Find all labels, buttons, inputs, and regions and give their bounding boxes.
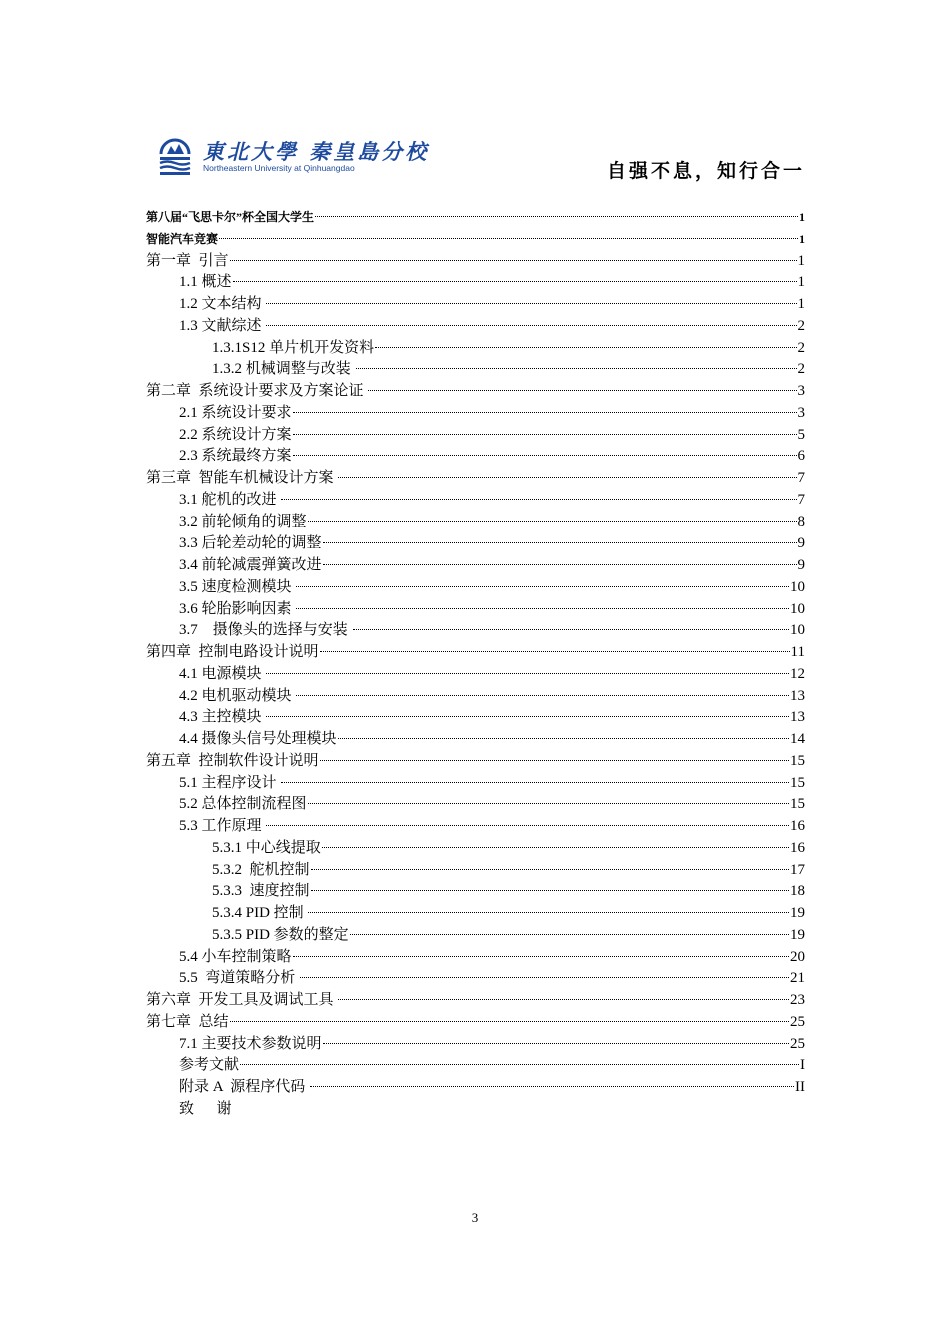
toc-entry[interactable] (146, 664, 805, 686)
toc-entry-page: 18 (790, 883, 805, 900)
toc-leader-dots (323, 564, 797, 565)
toc-entry-title: 2.3 系统最终方案 (179, 448, 292, 465)
toc-entry-title: 5.3.2 舵机控制 (212, 861, 310, 878)
toc-entry[interactable] (146, 773, 805, 795)
toc-entry-page: 7 (797, 491, 805, 508)
toc-entry-title: 1.3.1S12 单片机开发资料 (212, 339, 375, 356)
toc-entry[interactable] (146, 947, 805, 969)
toc-entry-page: 2 (797, 317, 805, 334)
toc-leader-dots (375, 347, 796, 348)
toc-leader-dots (320, 760, 789, 761)
toc-entry-title: 3.2 前轮倾角的调整 (179, 513, 307, 530)
toc-entry[interactable] (146, 359, 805, 381)
toc-entry-page: 16 (790, 839, 805, 856)
toc-entry-title: 第一章 引言 (146, 252, 229, 269)
toc-entry-page: 11 (790, 644, 805, 660)
toc-leader-dots (266, 825, 789, 826)
toc-entry[interactable] (146, 903, 805, 925)
toc-leader-dots (338, 738, 789, 739)
toc-entry-title: 第四章 控制电路设计说明 (146, 644, 319, 660)
toc-entry[interactable] (146, 316, 805, 338)
toc-entry-title: 4.4 摄像头信号处理模块 (179, 731, 337, 747)
toc-entry-title: 智能汽车竞赛 (146, 231, 219, 246)
toc-entry-page: 10 (790, 600, 805, 617)
toc-leader-dots (281, 782, 789, 783)
toc-leader-dots (310, 1086, 794, 1087)
toc-leader-dots (338, 999, 789, 1000)
university-motto: 自强不息，知行合一 (606, 160, 805, 182)
toc-entry-page: 9 (797, 535, 805, 552)
toc-leader-dots (300, 977, 789, 978)
toc-leader-dots (296, 608, 789, 609)
toc-entry-page: 1 (797, 274, 805, 291)
toc-leader-dots (322, 847, 789, 848)
toc-entry[interactable] (146, 925, 805, 947)
toc-entry-page: 23 (790, 992, 805, 1008)
toc-entry[interactable] (146, 1012, 805, 1034)
toc-entry[interactable] (146, 751, 805, 773)
toc-entry-title: 3.5 速度检测模块 (179, 578, 296, 595)
toc-entry[interactable] (146, 555, 805, 577)
toc-leader-dots (219, 238, 798, 239)
toc-entry-title: 1.3 文献综述 (179, 317, 266, 334)
toc-entry-page: 15 (790, 752, 805, 769)
toc-entry[interactable] (146, 577, 805, 599)
toc-entry[interactable] (146, 446, 805, 468)
toc-entry-page: 20 (790, 948, 805, 965)
toc-entry-title: 第五章 控制软件设计说明 (146, 752, 319, 769)
toc-entry[interactable] (146, 794, 805, 816)
toc-entry-page: I (800, 1057, 805, 1074)
toc-entry[interactable] (146, 599, 805, 621)
toc-leader-dots (293, 455, 797, 456)
toc-entry[interactable] (146, 229, 805, 251)
toc-entry-title: 3.7 摄像头的选择与安装 (179, 622, 352, 639)
toc-entry-page: 13 (790, 687, 805, 704)
toc-entry[interactable] (146, 512, 805, 534)
toc-entry[interactable] (146, 838, 805, 860)
toc-entry-page: 14 (790, 731, 805, 747)
toc-leader-dots (311, 869, 789, 870)
toc-entry-page: 12 (790, 665, 805, 682)
toc-entry[interactable] (146, 207, 805, 229)
page-header (155, 130, 805, 190)
toc-leader-dots (353, 629, 789, 630)
toc-entry-title: 第八届“飞思卡尔”杯全国大学生 (146, 210, 315, 224)
toc-entry[interactable] (146, 990, 805, 1012)
toc-leader-dots (308, 803, 789, 804)
toc-entry[interactable] (146, 490, 805, 512)
toc-entry-title: 3.3 后轮差动轮的调整 (179, 535, 322, 552)
toc-leader-dots (311, 890, 789, 891)
toc-leader-dots (266, 673, 789, 674)
toc-entry-title: 3.4 前轮减震弹簧改进 (179, 557, 322, 573)
toc-entry-title: 参考文献 (179, 1057, 240, 1074)
toc-entry-title: 第七章 总结 (146, 1013, 229, 1030)
toc-leader-dots (368, 390, 796, 391)
toc-entry-page: 17 (790, 861, 805, 878)
toc-leader-dots (293, 434, 797, 435)
toc-entry-page: 25 (790, 1013, 805, 1030)
toc-entry-page: 10 (790, 578, 805, 595)
toc-entry-title: 5.3.3 速度控制 (212, 883, 310, 900)
toc-entry[interactable] (146, 620, 805, 642)
toc-entry[interactable] (146, 338, 805, 360)
toc-leader-dots (266, 325, 796, 326)
toc-entry-page: 16 (790, 818, 805, 834)
toc-entry-page: 5 (797, 426, 805, 443)
toc-leader-dots (240, 1064, 799, 1065)
toc-entry-page: 3 (797, 383, 805, 399)
university-emblem-icon (157, 132, 193, 178)
page-number: 3 (471, 1210, 479, 1225)
toc-entry-title: 5.1 主程序设计 (179, 774, 281, 791)
toc-leader-dots (315, 216, 798, 217)
toc-entry-page: 9 (797, 557, 805, 573)
toc-entry-title: 5.5 弯道策略分析 (179, 970, 300, 987)
toc-entry[interactable] (146, 1055, 805, 1077)
toc-leader-dots (320, 651, 790, 652)
university-logo (155, 130, 430, 180)
toc-entry-title: 2.2 系统设计方案 (179, 426, 292, 443)
toc-entry[interactable] (146, 729, 805, 751)
toc-entry[interactable] (146, 251, 805, 273)
toc-leader-dots (296, 695, 789, 696)
toc-entry-title: 5.3 工作原理 (179, 818, 266, 834)
table-of-contents (146, 207, 805, 1121)
toc-leader-dots (323, 542, 797, 543)
toc-entry-page: 2 (797, 339, 805, 356)
toc-entry-title: 4.3 主控模块 (179, 709, 266, 726)
toc-entry-page: 19 (790, 905, 805, 921)
toc-leader-dots (308, 521, 797, 522)
toc-entry[interactable] (146, 425, 805, 447)
toc-leader-dots (308, 912, 789, 913)
toc-entry-page: 21 (790, 970, 805, 987)
toc-entry-page: 6 (797, 448, 805, 465)
toc-entry-title: 2.1 系统设计要求 (179, 404, 292, 421)
toc-entry[interactable] (146, 468, 805, 490)
toc-entry-title: 4.2 电机驱动模块 (179, 687, 296, 704)
toc-entry-title: 附录 A 源程序代码 (179, 1079, 310, 1095)
toc-entry-title: 致 谢 (179, 1100, 232, 1117)
toc-leader-dots (338, 477, 796, 478)
toc-entry-title: 5.3.1 中心线提取 (212, 839, 321, 856)
toc-entry-title: 第六章 开发工具及调试工具 (146, 992, 338, 1008)
toc-leader-dots (293, 412, 797, 413)
toc-entry-title: 3.6 轮胎影响因素 (179, 600, 296, 617)
toc-entry-page: II (795, 1079, 805, 1095)
toc-entry-title: 4.1 电源模块 (179, 665, 266, 682)
toc-entry[interactable] (146, 968, 805, 990)
toc-entry[interactable] (146, 533, 805, 555)
toc-entry-page: 7 (797, 470, 805, 486)
toc-entry-page: 25 (790, 1035, 805, 1052)
toc-entry-page: 2 (797, 361, 805, 378)
toc-entry[interactable] (146, 881, 805, 903)
toc-leader-dots (233, 281, 797, 282)
toc-entry-title: 5.4 小车控制策略 (179, 948, 292, 965)
toc-entry-title: 3.1 舵机的改进 (179, 491, 281, 508)
toc-entry[interactable] (146, 816, 805, 838)
toc-entry-page: 1 (797, 252, 805, 269)
toc-entry[interactable] (146, 381, 805, 403)
toc-entry[interactable] (146, 1099, 805, 1121)
toc-entry-title: 第二章 系统设计要求及方案论证 (146, 383, 368, 399)
toc-entry-page: 13 (790, 709, 805, 726)
toc-entry[interactable] (146, 294, 805, 316)
toc-leader-dots (230, 260, 797, 261)
toc-leader-dots (350, 934, 789, 935)
toc-entry-title: 第三章 智能车机械设计方案 (146, 470, 338, 486)
toc-entry-page: 10 (790, 622, 805, 639)
toc-entry[interactable] (146, 860, 805, 882)
toc-entry[interactable] (146, 686, 805, 708)
toc-entry-title: 7.1 主要技术参数说明 (179, 1035, 322, 1052)
toc-entry-page: 1 (799, 210, 805, 224)
toc-entry-page: 1 (799, 231, 805, 246)
university-name-cn: 東北大學 秦皇島分校 (203, 139, 430, 164)
toc-entry[interactable] (146, 707, 805, 729)
toc-entry-page: 1 (797, 296, 805, 312)
toc-entry-page: 15 (790, 796, 805, 813)
toc-leader-dots (323, 1043, 789, 1044)
toc-entry-title: 1.1 概述 (179, 274, 232, 291)
toc-entry-page: 19 (790, 926, 805, 943)
toc-entry-title: 5.3.4 PID 控制 (212, 905, 308, 921)
toc-entry[interactable] (146, 272, 805, 294)
toc-entry-title: 5.2 总体控制流程图 (179, 796, 307, 813)
toc-entry-title: 1.2 文本结构 (179, 296, 266, 312)
toc-leader-dots (266, 716, 789, 717)
toc-leader-dots (356, 368, 797, 369)
toc-entry[interactable] (146, 642, 805, 664)
toc-leader-dots (293, 956, 789, 957)
toc-entry-title: 5.3.5 PID 参数的整定 (212, 926, 349, 943)
toc-entry-page: 15 (790, 774, 805, 791)
toc-entry[interactable] (146, 403, 805, 425)
university-name-en: Northeastern University at Qinhuangdao (203, 163, 355, 173)
toc-leader-dots (230, 1021, 789, 1022)
toc-leader-dots (266, 303, 796, 304)
toc-entry-title: 1.3.2 机械调整与改装 (212, 361, 355, 378)
toc-entry[interactable] (146, 1034, 805, 1056)
toc-entry-page: 8 (797, 513, 805, 530)
toc-entry-page: 3 (797, 404, 805, 421)
toc-entry[interactable] (146, 1077, 805, 1099)
toc-leader-dots (281, 499, 796, 500)
toc-leader-dots (296, 586, 789, 587)
